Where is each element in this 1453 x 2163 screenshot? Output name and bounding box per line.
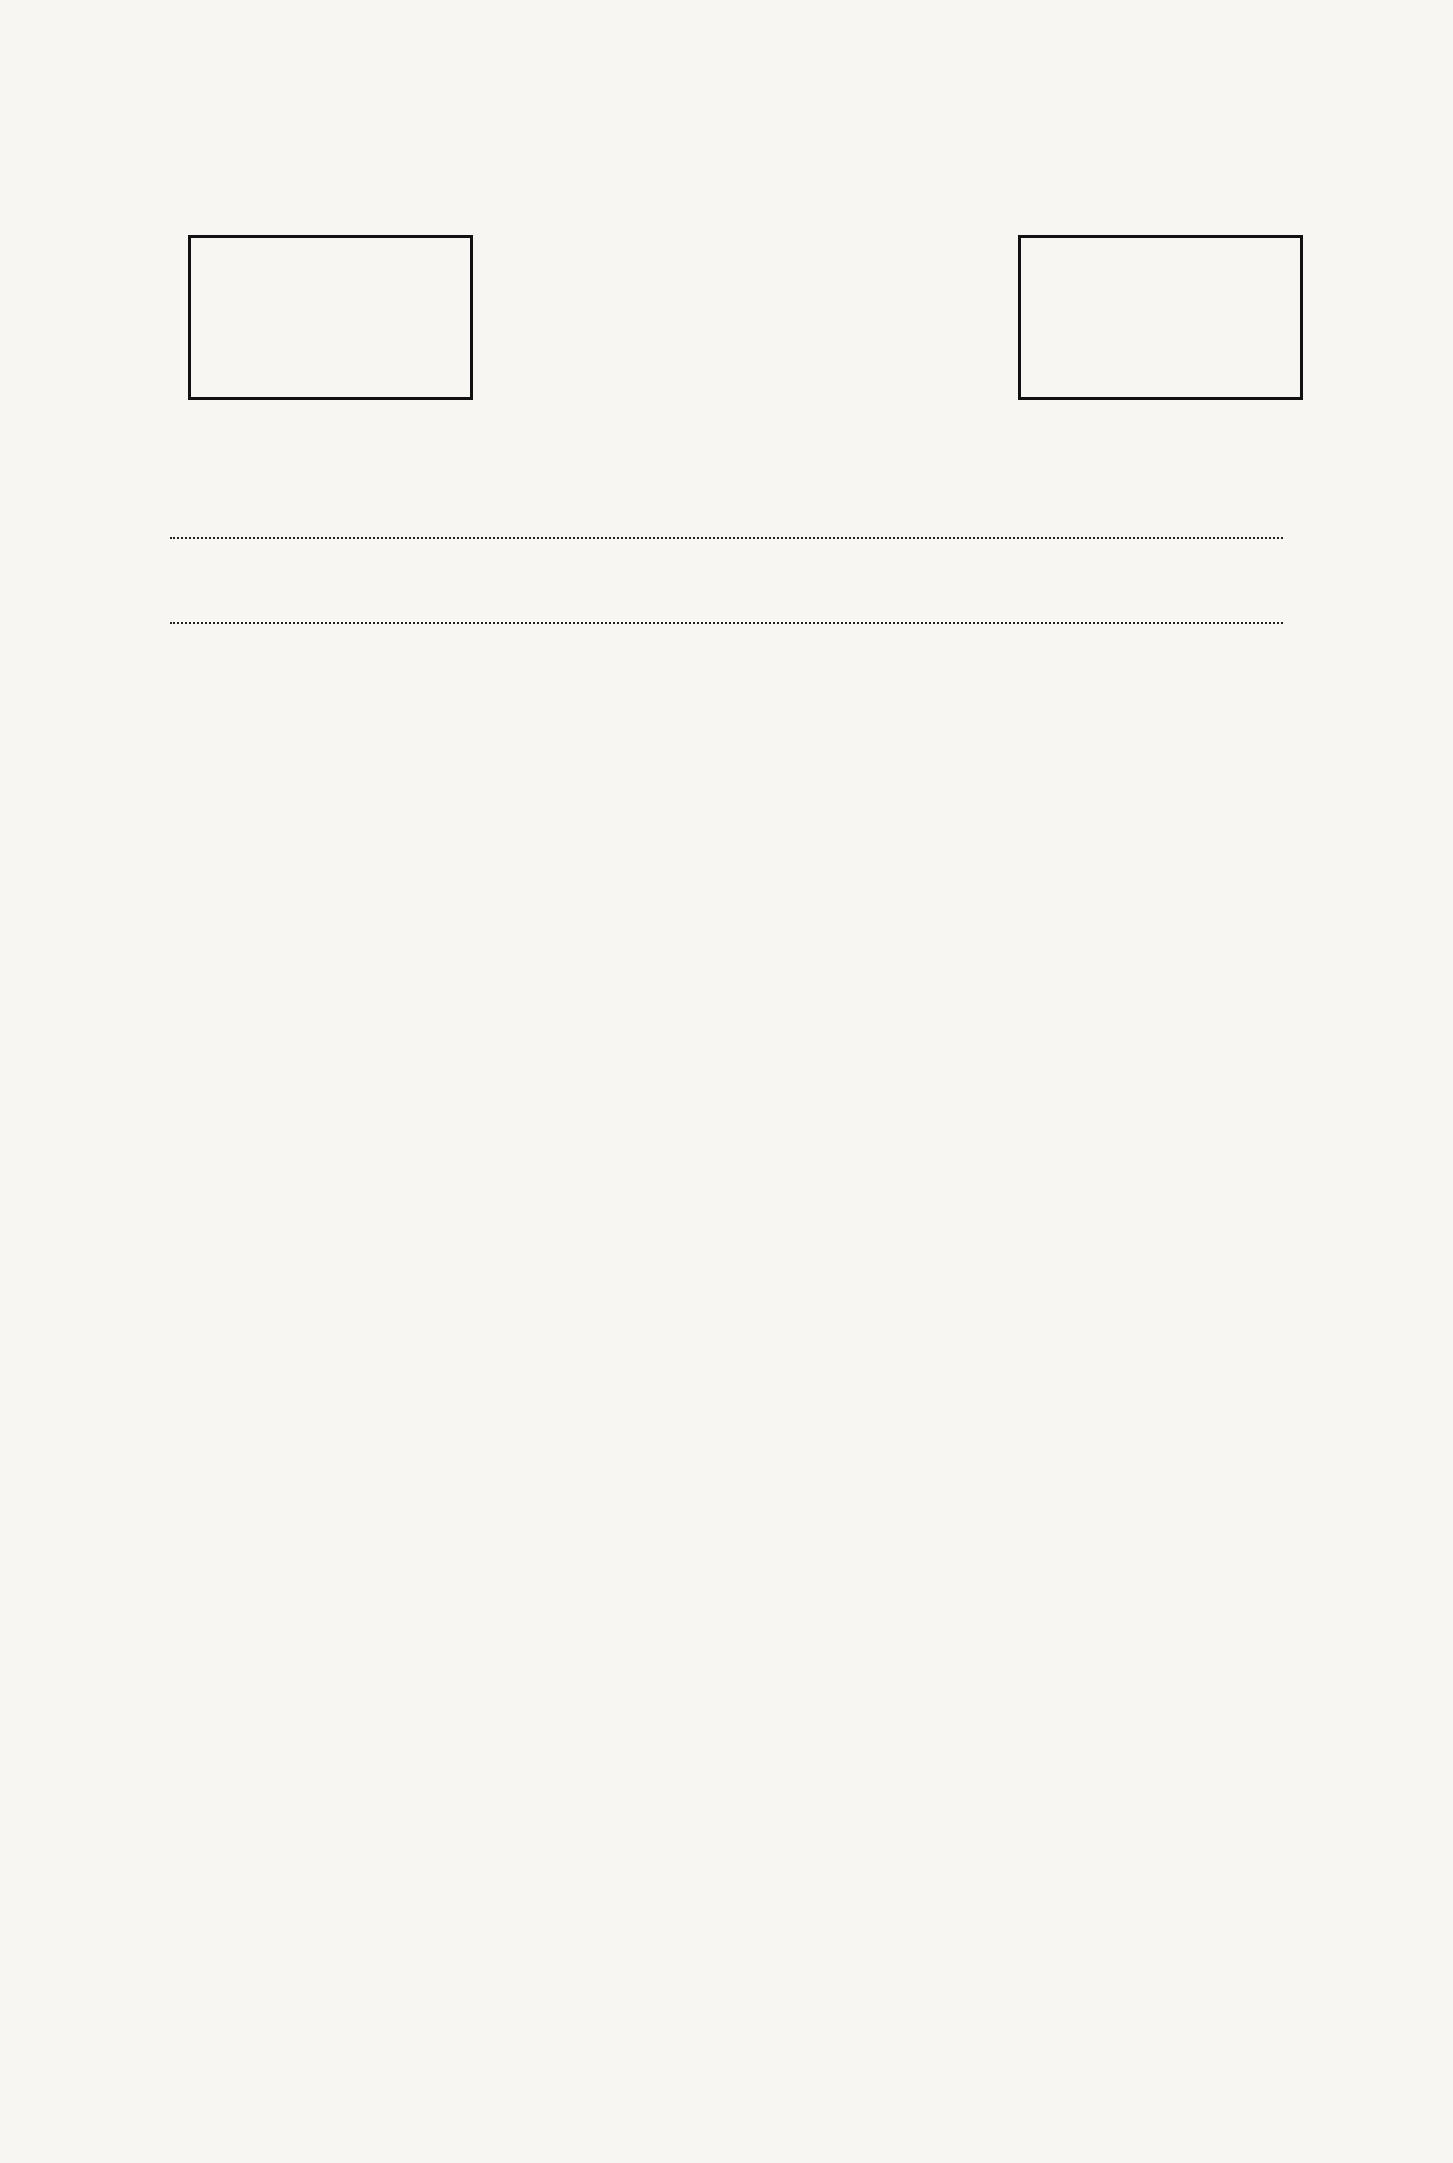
article-title [330,690,1130,840]
editor-line [420,430,1020,474]
journal-masthead [530,180,930,390]
address-box [1018,235,1303,400]
article-paragraph-1 [163,905,1293,1535]
article-paragraph-2 [163,1555,1293,1975]
bottom-divider [170,622,1283,624]
issue-line [170,545,1283,615]
top-divider [170,537,1283,539]
page-number [290,2030,400,2090]
subscription-box [188,235,473,400]
